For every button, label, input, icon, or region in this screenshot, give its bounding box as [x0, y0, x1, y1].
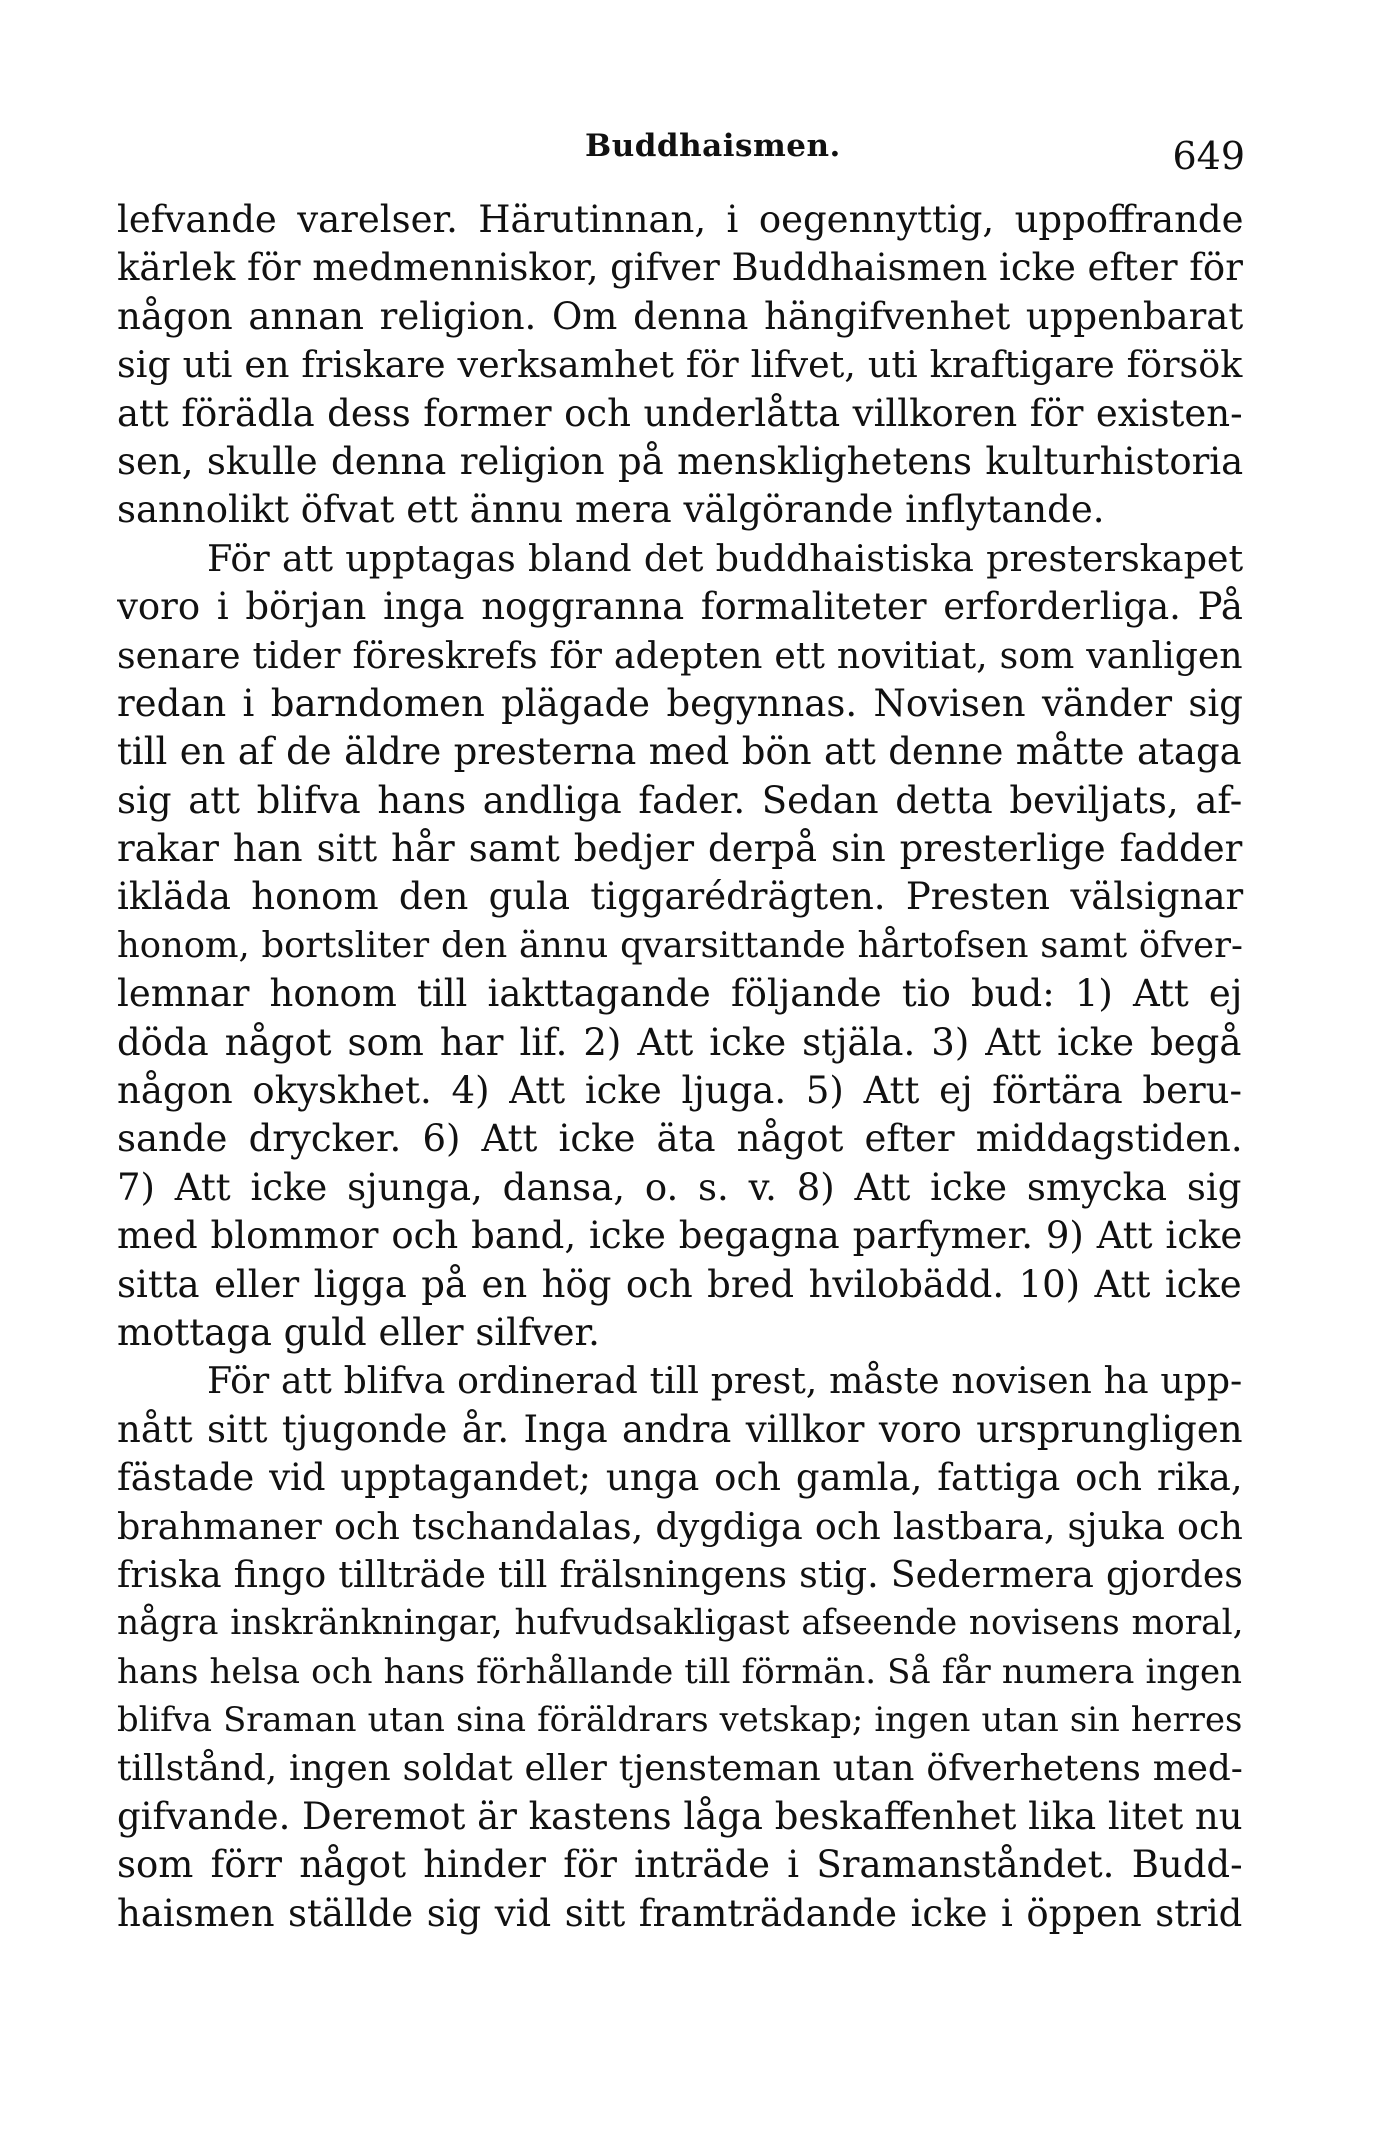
text-line: redan i barndomen plägade begynnas. Novisen vänder sig	[117, 681, 1243, 725]
text-line: nått sitt tjugonde år. Inga andra villkor voro ursprungligen	[117, 1407, 1243, 1451]
running-head: Buddhaismen.	[585, 128, 841, 164]
text-line: sen, skulle denna religion på mensklighetens kulturhistoria	[117, 439, 1244, 483]
text-line: gifvande. Deremot är kastens låga beskaffenhet lika litet nu	[117, 1794, 1243, 1838]
text-line: voro i början inga noggranna formaliteter erforderliga. På	[117, 585, 1243, 629]
text-line: sig uti en friskare verksamhet för lifvet, uti kraftigare försök	[117, 343, 1243, 387]
text-line: med blommor och band, icke begagna parfymer. 9) Att icke	[117, 1214, 1243, 1258]
text-line: tillstånd, ingen soldat eller tjensteman utan öfverhetens med-	[117, 1747, 1243, 1789]
text-line: rakar han sitt hår samt bedjer derpå sin presterlige fadder	[117, 827, 1243, 871]
text-line: mottaga guld eller silfver.	[117, 1310, 600, 1354]
text-line: sig att blifva hans andliga fader. Sedan detta beviljats, af-	[117, 778, 1243, 822]
text-line: som förr något hinder för inträde i Sramanståndet. Budd-	[117, 1843, 1243, 1887]
text-line: några inskränkningar, hufvudsakligast afseende novisens moral,	[117, 1603, 1244, 1644]
text-line: För att blifva ordinerad till prest, måste novisen ha upp-	[207, 1359, 1243, 1403]
text-line: brahmaner och tschandalas, dygdiga och lastbara, sjuka och	[117, 1504, 1243, 1548]
text-line: döda något som har lif. 2) Att icke stjäla. 3) Att icke begå	[117, 1020, 1242, 1064]
text-line: någon okyskhet. 4) Att icke ljuga. 5) Att ej förtära beru-	[117, 1069, 1242, 1113]
body-text	[117, 196, 1245, 1938]
text-line: haismen ställde sig vid sitt framträdande icke i öppen strid	[117, 1891, 1243, 1935]
text-line: att förädla dess former och underlåtta villkoren för existen-	[117, 391, 1243, 435]
text-line: senare tider föreskrefs för adepten ett novitiat, som vanligen	[117, 633, 1243, 677]
text-line: någon annan religion. Om denna hängifvenhet uppenbarat	[117, 294, 1244, 338]
text-line: hans helsa och hans förhållande till förmän. Så får numera ingen	[117, 1651, 1242, 1692]
text-line: ikläda honom den gula tiggarédrägten. Presten välsignar	[117, 875, 1244, 919]
text-line: blifva Sraman utan sina föräldrars vetskap; ingen utan sin herres	[117, 1700, 1243, 1740]
text-line: 7) Att icke sjunga, dansa, o. s. v. 8) Att icke smycka sig	[117, 1165, 1242, 1209]
text-line: sande drycker. 6) Att icke äta något efter middagstiden.	[117, 1117, 1243, 1161]
text-line: sannolikt öfvat ett ännu mera välgörande inflytande.	[117, 488, 1105, 532]
text-line: till en af de äldre presterna med bön att denne måtte ataga	[117, 730, 1242, 774]
text-line: lemnar honom till iakttagande följande tio bud: 1) Att ej	[117, 972, 1243, 1016]
text-line: friska fingo tillträde till frälsningens stig. Sedermera gjordes	[117, 1552, 1243, 1596]
text-line: fästade vid upptagandet; unga och gamla, fattiga och rika,	[117, 1456, 1243, 1500]
page-header	[585, 128, 1285, 188]
text-line: sitta eller ligga på en hög och bred hvilobädd. 10) Att icke	[117, 1262, 1242, 1306]
text-line: honom, bortsliter den ännu qvarsittande hårtofsen samt öfver-	[117, 924, 1243, 966]
text-line: kärlek för medmenniskor, gifver Buddhaismen icke efter för	[117, 246, 1243, 290]
text-line: lefvande varelser. Härutinnan, i oegennyttig, uppoffrande	[117, 198, 1244, 241]
page-number: 649	[1172, 134, 1245, 178]
text-line: För att upptagas bland det buddhaistiska presterskapet	[207, 536, 1244, 580]
